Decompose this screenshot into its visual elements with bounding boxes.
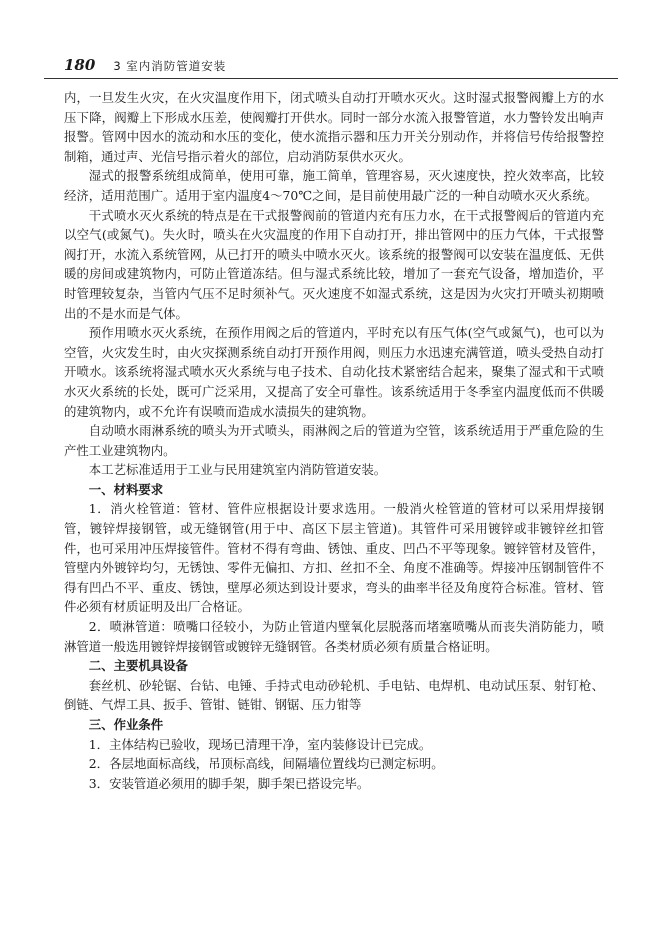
section-heading: 一、材料要求 (88, 481, 164, 497)
paragraph: 自动喷水雨淋系统的喷头为开式喷头，雨淋阀之后的管道为空管，该系统适用于严重危险的生产性工业建筑物内。 (64, 423, 604, 458)
section-heading: 二、主要机具设备 (88, 658, 188, 674)
section-heading: 三、作业条件 (88, 717, 164, 732)
paragraph: 干式喷水灭火系统的特点是在干式报警阀前的管道内充有压力水，在干式报警阀后的管道内充以空气(或氮气)。失火时，喷头在火灾温度的作用下自动打开，排出管网中的压力气体，干式报警阀打开，水流入系统管网，从已打开的喷头中喷水灭火。该系统的报警阀可以安装在温度低、无供暖的房间或建筑物内，可防止管道冻结。但与湿式系统比较，增加了一套充气设备，增加造价，平时管理较复杂，当管内气压不足时须补气。灭火速度不如湿式系统，这是因为火灾打开喷头初期喷出的不是水而是气体。 (64, 207, 604, 321)
page-header (64, 56, 604, 74)
list-item: 3．安装管道必须用的脚手架，脚手架已搭设完毕。 (88, 775, 370, 791)
header-rule (44, 78, 618, 79)
body-text (64, 88, 604, 793)
list-item: 1．主体结构已验收，现场已清理干净，室内装修设计已完成。 (88, 736, 432, 752)
paragraph: 湿式的报警系统组成简单，使用可靠，施工简单，管理容易，灭火速度快，控火效率高，比较经济，适用范围广。适用于室内温度4～70℃之间，是目前使用最广泛的一种自动喷水灭火系统。 (64, 168, 604, 203)
list-item: 1．消火栓管道：管材、管件应根据设计要求选用。一般消火栓管道的管材可以采用焊接钢管，镀锌焊接钢管，或无缝钢管(用于中、高区下层主管道)。其管件可采用镀锌或非镀锌丝扣管件，也可采用冲压焊接管件。管材不得有弯曲、锈蚀、重皮、凹凸不平等现象。镀锌管材及管件，管壁内外镀锌均匀，无锈蚀、零件无偏扣、方扣、丝扣不全、角度不准确等。焊接冲压钢制管件不得有凹凸不平、重皮、锈蚀，壁厚必须达到设计要求，弯头的曲率半径及角度符合标准。管材、管件必须有材质证明及出厂合格证。 (64, 501, 604, 615)
list-item: 2．各层地面标高线，吊顶标高线，间隔墙位置线均已测定标明。 (88, 756, 444, 772)
chapter-title: 3 室内消防管道安装 (113, 59, 227, 73)
paragraph: 预作用喷水灭火系统，在预作用阀之后的管道内，平时充以有压气体(空气或氮气)，也可以为空管，火灾发生时，由火灾探测系统自动打开预作用阀，则压力水迅速充满管道，喷头受热自动打开喷水。该系统将湿式喷水灭火系统与电子技术、自动化技术紧密结合起来，聚集了湿式和干式喷水灭火系统的长处，既可广泛采用，又提高了安全可靠性。该系统适用于冬季室内温度低而不供暖的建筑物内，或不允许有误喷而造成水渍损失的建筑物。 (64, 325, 604, 419)
paragraph: 本工艺标准适用于工业与民用建筑室内消防管道安装。 (88, 462, 387, 478)
paragraph: 套丝机、砂轮锯、台钻、电锤、手持式电动砂轮机、手电钻、电焊机、电动试压泵、射钉枪、倒链、气焊工具、扳手、管钳、链钳、钢锯、压力钳等 (64, 677, 604, 713)
paragraph: 内，一旦发生火灾，在火灾温度作用下，闭式喷头自动打开喷水灭火。这时湿式报警阀瓣上方的水压下降，阀瓣上下形成水压差，使阀瓣打开供水。同时一部分水流入报警管道，水力警铃发出响声报警。管网中因水的流动和水压的变化，使水流指示器和压力开关分别动作，并将信号传给报警控制箱，通过声、光信号指示着火的部位，启动消防泵供水灭火。 (64, 90, 604, 164)
page-number: 180 (64, 56, 96, 74)
list-item: 2．喷淋管道：喷嘴口径较小，为防止管道内壁氧化层脱落而堵塞喷嘴从而丧失消防能力，喷淋管道一般选用镀锌焊接钢管或镀锌无缝钢管。各类材质必须有质量合格证明。 (64, 619, 604, 654)
